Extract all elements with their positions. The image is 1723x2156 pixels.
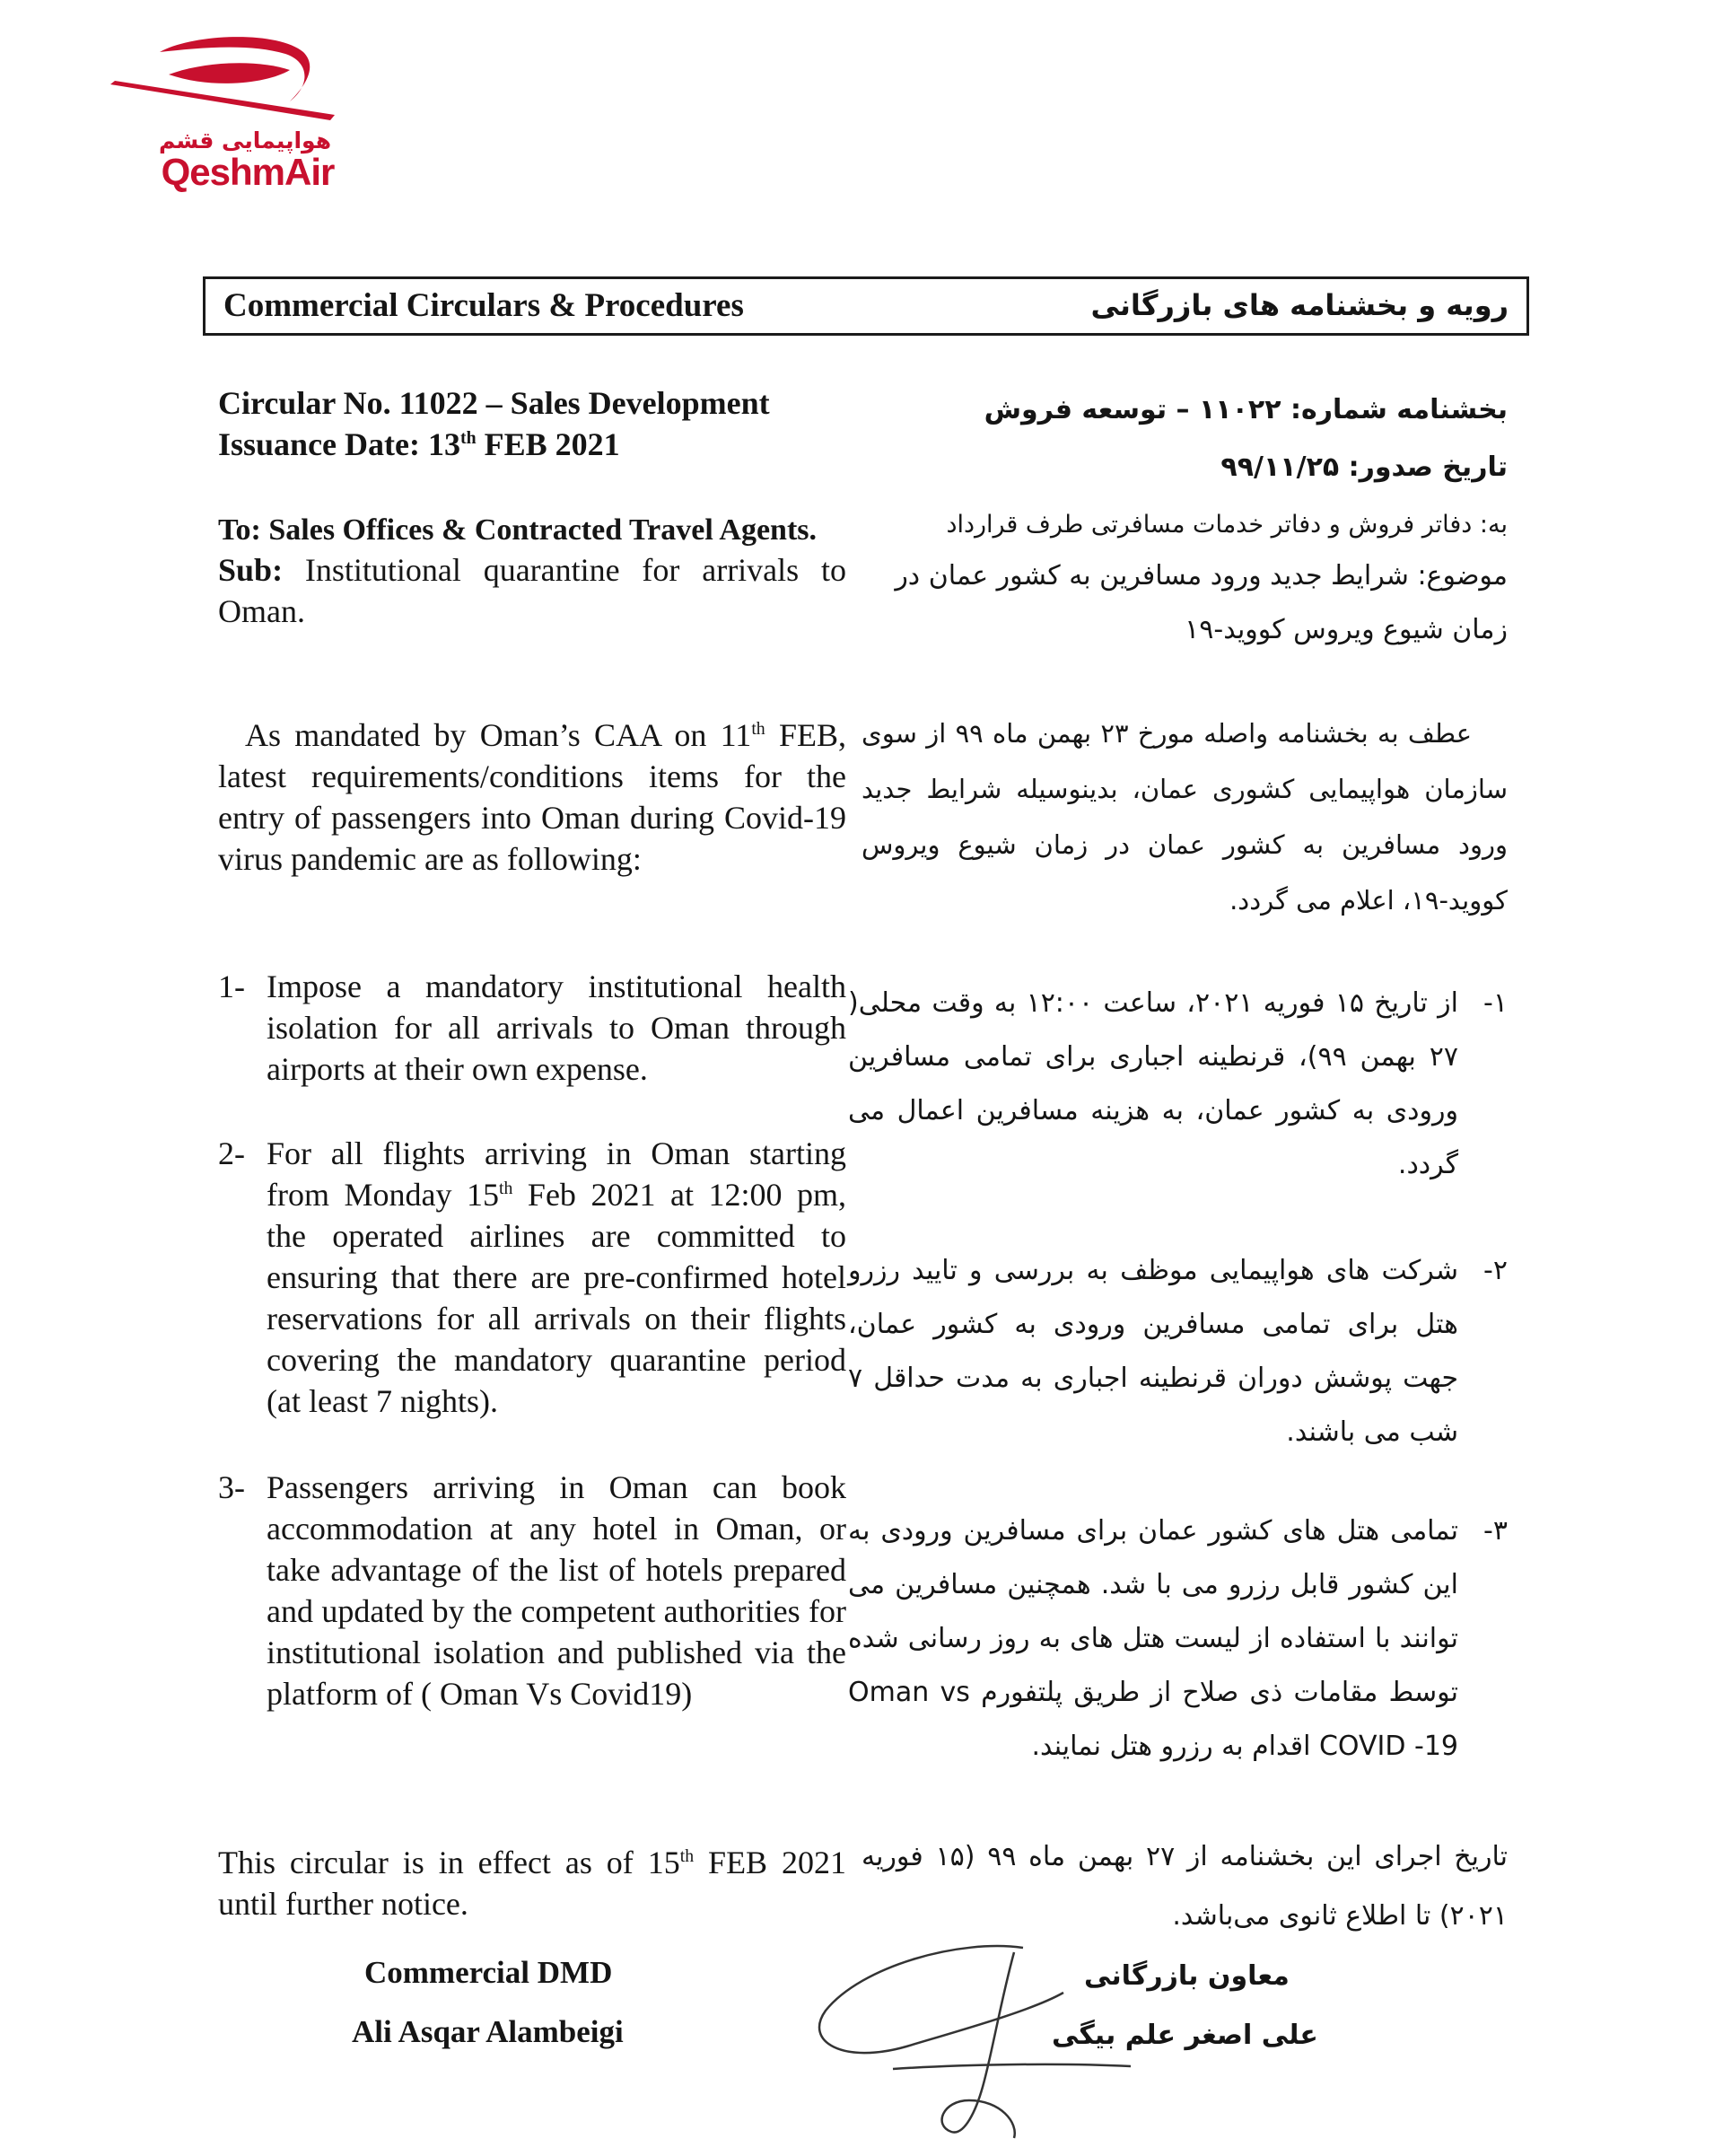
logo-text-en: QeshmAir xyxy=(161,151,335,193)
signatory-title-en: Commercial DMD xyxy=(364,1955,613,1990)
handwritten-signature xyxy=(808,1930,1131,2145)
item-3-text-fa: تمامی هتل های کشور عمان برای مسافرین ورودی به این کشور قابل رزرو می با شد. همچنین مسافرین می توانند با استفاده از لیست هتل های به روز رسانی شده توسط مقامات ذی صلاح از طریق پلتفورم Oman vs COVID -19 اقدام به رزرو هتل نمایند. xyxy=(848,1515,1458,1762)
issuance-date-en: Issuance Date: 13th FEB 2021 xyxy=(218,426,620,462)
item-3-number-fa: ۳- xyxy=(1483,1515,1508,1547)
item-2-number-en: 2- xyxy=(218,1135,245,1171)
circular-number-fa: بخشنامه شماره: ۱۱۰۲۲ – توسعه فروش xyxy=(984,394,1508,425)
signatory-name-en: Ali Asqar Alambeigi xyxy=(352,2014,624,2049)
item-1-text-en: Impose a mandatory institutional health isolation for all arrivals to Oman through airports at their own expense. xyxy=(267,968,846,1087)
item-3-number-en: 3- xyxy=(218,1469,245,1505)
subject-fa: موضوع: شرایط جدید ورود مسافرین به کشور عمان در زمان شیوع ویروس کووید-۱۹ xyxy=(895,560,1508,645)
to-line-en: To: Sales Offices & Contracted Travel Agents. xyxy=(218,513,818,547)
item-3-text-en: Passengers arriving in Oman can book accommodation at any hotel in Oman, or take advantage of the list of hotels prepared and updated by the competent authorities for institutional isolation and published via the platform of ( Oman Vs Covid19) xyxy=(267,1469,846,1712)
item-2-text-en: For all flights arriving in Oman starting from Monday 15th Feb 2021 at 12:00 pm, the operated airlines are committed to ensuring that there are pre-confirmed hotel reservations for all arrivals on their flights covering the mandatory quarantine period (at least 7 nights). xyxy=(267,1135,847,1419)
to-line-fa: به: دفاتر فروش و دفاتر خدمات مسافرتی طرف قرارداد xyxy=(946,511,1508,539)
effect-en: This circular is in effect as of 15th FEB 2021 until further notice. xyxy=(218,1845,847,1922)
header-title-fa: رویه و بخشنامه های بازرگانی xyxy=(1090,288,1509,322)
item-2-text-fa: شرکت های هواپیمایی موظف به بررسی و تایید رزرو هتل برای تمامی مسافرین ورودی به کشور عمان، جهت پوشش دوران قرنطینه اجباری به مدت حداقل ۷ شب می باشند. xyxy=(848,1255,1458,1448)
logo-text-fa: هواپیمایی قشم xyxy=(158,127,332,153)
subject-en: Sub: Institutional quarantine for arrivals to Oman. xyxy=(218,552,846,629)
circular-number-en: Circular No. 11022 – Sales Development xyxy=(218,385,770,421)
issuance-date-fa: تاریخ صدور: ۹۹/۱۱/۲۵ xyxy=(1220,451,1508,483)
item-1-number-en: 1- xyxy=(218,968,245,1004)
signatory-name-fa: علی اصغر علم بیگی xyxy=(1052,2020,1318,2051)
effect-fa: تاریخ اجرای این بخشنامه از ۲۷ بهمن ماه ۹۹ (۱۵ فوریه ۲۰۲۱) تا اطلاع ثانوی می‌باشد. xyxy=(862,1841,1509,1932)
item-1-text-fa: از تاریخ ۱۵ فوریه ۲۰۲۱، ساعت ۱۲:۰۰ به وقت محلی( ۲۷ بهمن ۹۹)، قرنطینه اجباری برای تمامی مسافرین ورودی به کشور عمان، به هزینه مسافرین اعمال می گردد. xyxy=(848,987,1458,1180)
intro-en: As mandated by Oman’s CAA on 11th FEB, latest requirements/conditions items for the entry of passengers into Oman during Covid-19 virus pandemic are as following: xyxy=(218,717,847,877)
signatory-title-fa: معاون بازرگانی xyxy=(1084,1960,1290,1992)
item-2-number-fa: ۲- xyxy=(1483,1255,1508,1286)
logo-wing-icon xyxy=(106,34,375,133)
header-title-en: Commercial Circulars & Procedures xyxy=(223,287,744,324)
header-box xyxy=(203,276,1529,336)
item-1-number-fa: ۱- xyxy=(1483,987,1508,1019)
intro-fa: عطف به بخشنامه واصله مورخ ۲۳ بهمن ماه ۹۹ از سوی سازمان هواپیمایی کشوری عمان، بدینوسیله شرایط جدید ورود مسافرین به کشور عمان در زمان شیوع ویروس کووید-۱۹، اعلام می گردد. xyxy=(862,718,1508,916)
qeshmair-logo xyxy=(106,34,375,205)
